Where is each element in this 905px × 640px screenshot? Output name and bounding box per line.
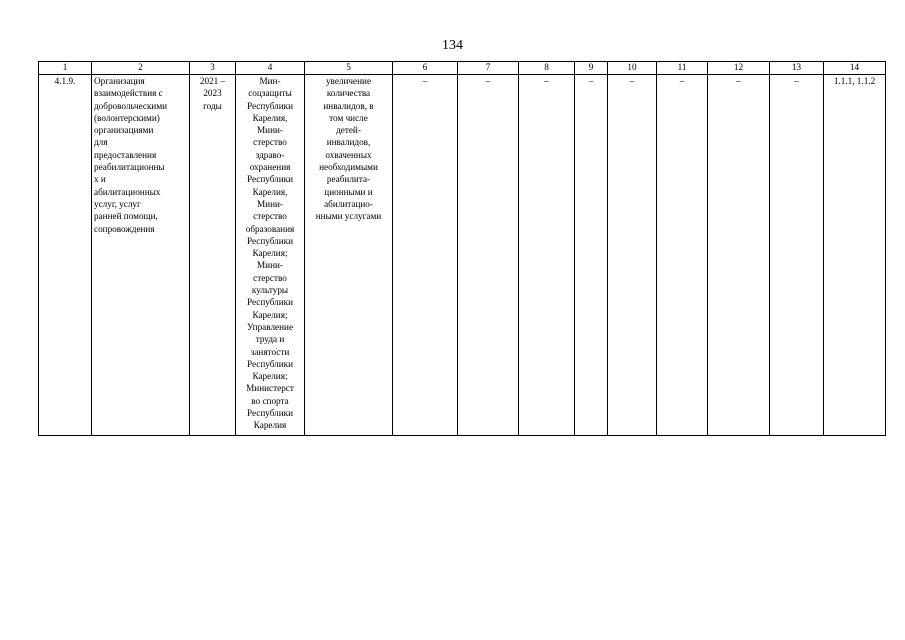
column-header-3: 3	[190, 62, 236, 75]
event-name-cell: Организация взаимодействия с добровольческими (волонтерскими) организациями для предоставления реабилитационны х и абилитационных услуг, услуг ранней помощи, сопровождения	[92, 75, 190, 436]
column-header-5: 5	[305, 62, 393, 75]
column-header-12: 12	[708, 62, 770, 75]
table-row	[39, 75, 886, 436]
column-header-2: 2	[92, 62, 190, 75]
column-header-11: 11	[657, 62, 708, 75]
cell-col-6: –	[393, 75, 458, 436]
column-header-8: 8	[519, 62, 575, 75]
table-header	[39, 62, 886, 75]
cell-col-11: –	[657, 75, 708, 436]
column-header-1: 1	[39, 62, 92, 75]
cell-col-8: –	[519, 75, 575, 436]
cell-col-13: –	[770, 75, 824, 436]
expected-result-cell: увеличение количества инвалидов, в том числе детей- инвалидов, охваченных необходимыми реабилита- ционными и абилитацио- нными услугами	[305, 75, 393, 436]
cell-col-7: –	[458, 75, 519, 436]
column-header-7: 7	[458, 62, 519, 75]
column-header-4: 4	[236, 62, 305, 75]
table-body	[39, 75, 886, 436]
cell-col-9: –	[575, 75, 608, 436]
program-table	[38, 61, 886, 436]
cell-col-12: –	[708, 75, 770, 436]
column-header-6: 6	[393, 62, 458, 75]
column-header-9: 9	[575, 62, 608, 75]
row-number-cell: 4.1.9.	[39, 75, 92, 436]
page-number: 134	[442, 38, 463, 53]
indicator-link-cell: 1.1.1, 1.1.2	[824, 75, 886, 436]
column-header-10: 10	[608, 62, 657, 75]
header-row	[39, 62, 886, 75]
column-header-13: 13	[770, 62, 824, 75]
column-header-14: 14	[824, 62, 886, 75]
period-cell: 2021 – 2023 годы	[190, 75, 236, 436]
executors-cell: Мин- соцзащиты Республики Карелия, Мини- стерство здраво- охранения Республики Карелия, Мини- стерство образования Республики Карелия; Мини- стерство культуры Республики Карелия; Управление труда и занятости Республики Карелия; Министерст во спорта Республики Карелия	[236, 75, 305, 436]
cell-col-10: –	[608, 75, 657, 436]
